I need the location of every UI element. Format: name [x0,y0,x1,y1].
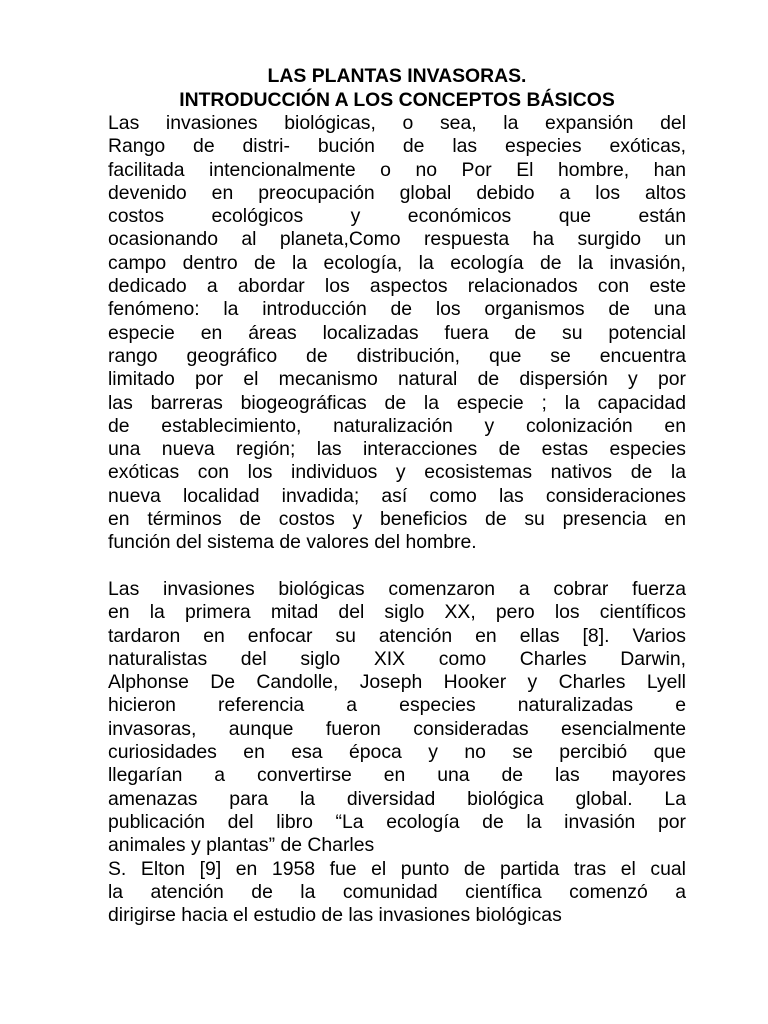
paragraph-line: devenido en preocupación global debido a los altos [108,181,686,204]
paragraph-line: invasoras, aunque fueron consideradas esencialmente [108,717,686,740]
paragraph-line: dirigirse hacia el estudio de las invasiones biológicas [108,904,562,927]
paragraph-line: las barreras biogeográficas de la especie ; la capacidad [108,391,686,414]
paragraph-line: campo dentro de la ecología, la ecología de la invasión, [108,251,686,274]
paragraph-line: hicieron referencia a especies naturalizadas e [108,694,686,717]
paragraph-line: publicación del libro “La ecología de la invasión por [108,810,686,833]
paragraph-line: ocasionando al planeta,Como respuesta ha surgido un [108,228,686,251]
paragraph-line: nueva localidad invadida; así como las consideraciones [108,484,686,507]
document-page [108,64,686,927]
paragraph-line: limitado por el mecanismo natural de dispersión y por [108,368,686,391]
paragraph-line: exóticas con los individuos y ecosistemas nativos de la [108,461,686,484]
paragraph-spacer [108,555,686,578]
title-line-1: LAS PLANTAS INVASORAS. [267,65,527,87]
paragraph-line: de establecimiento, naturalización y colonización en [108,414,686,437]
paragraph-line: función del sistema de valores del hombre. [108,531,477,554]
paragraph-line: dedicado a abordar los aspectos relacionados con este [108,275,686,298]
paragraph-line: animales y plantas” de Charles [108,834,375,857]
paragraph-line: amenazas para la diversidad biológica global. La [108,787,686,810]
paragraph-line: S. Elton [9] en 1958 fue el punto de partida tras el cual [108,857,686,880]
paragraph-line: en la primera mitad del siglo XX, pero los científicos [108,601,686,624]
paragraph-line: llegarían a convertirse en una de las mayores [108,764,686,787]
paragraph-line: Rango de distri- bución de las especies exóticas, [108,135,686,158]
paragraph-2 [108,578,686,927]
paragraph-line: Las invasiones biológicas, o sea, la expansión del [108,112,686,134]
paragraph-line: especie en áreas localizadas fuera de su potencial [108,321,686,344]
paragraph-1 [108,112,686,555]
paragraph-line: costos ecológicos y económicos que están [108,205,686,228]
paragraph-line: una nueva región; las interacciones de estas especies [108,438,686,461]
paragraph-line: facilitada intencionalmente o no Por El hombre, han [108,158,686,181]
title-line-2: INTRODUCCIÓN A LOS CONCEPTOS BÁSICOS [179,89,615,111]
paragraph-line: Alphonse De Candolle, Joseph Hooker y Charles Lyell [108,671,686,694]
paragraph-line: tardaron en enfocar su atención en ellas [8]. Varios [108,624,686,647]
paragraph-line: fenómeno: la introducción de los organismos de una [108,298,686,321]
paragraph-line: la atención de la comunidad científica comenzó a [108,880,686,903]
paragraph-line: Las invasiones biológicas comenzaron a cobrar fuerza [108,577,686,600]
paragraph-line: rango geográfico de distribución, que se encuentra [108,344,686,367]
paragraph-line: en términos de costos y beneficios de su presencia en [108,508,686,531]
paragraph-line: curiosidades en esa época y no se percibió que [108,741,686,764]
document-title [108,64,686,112]
paragraph-line: naturalistas del siglo XIX como Charles Darwin, [108,647,686,670]
